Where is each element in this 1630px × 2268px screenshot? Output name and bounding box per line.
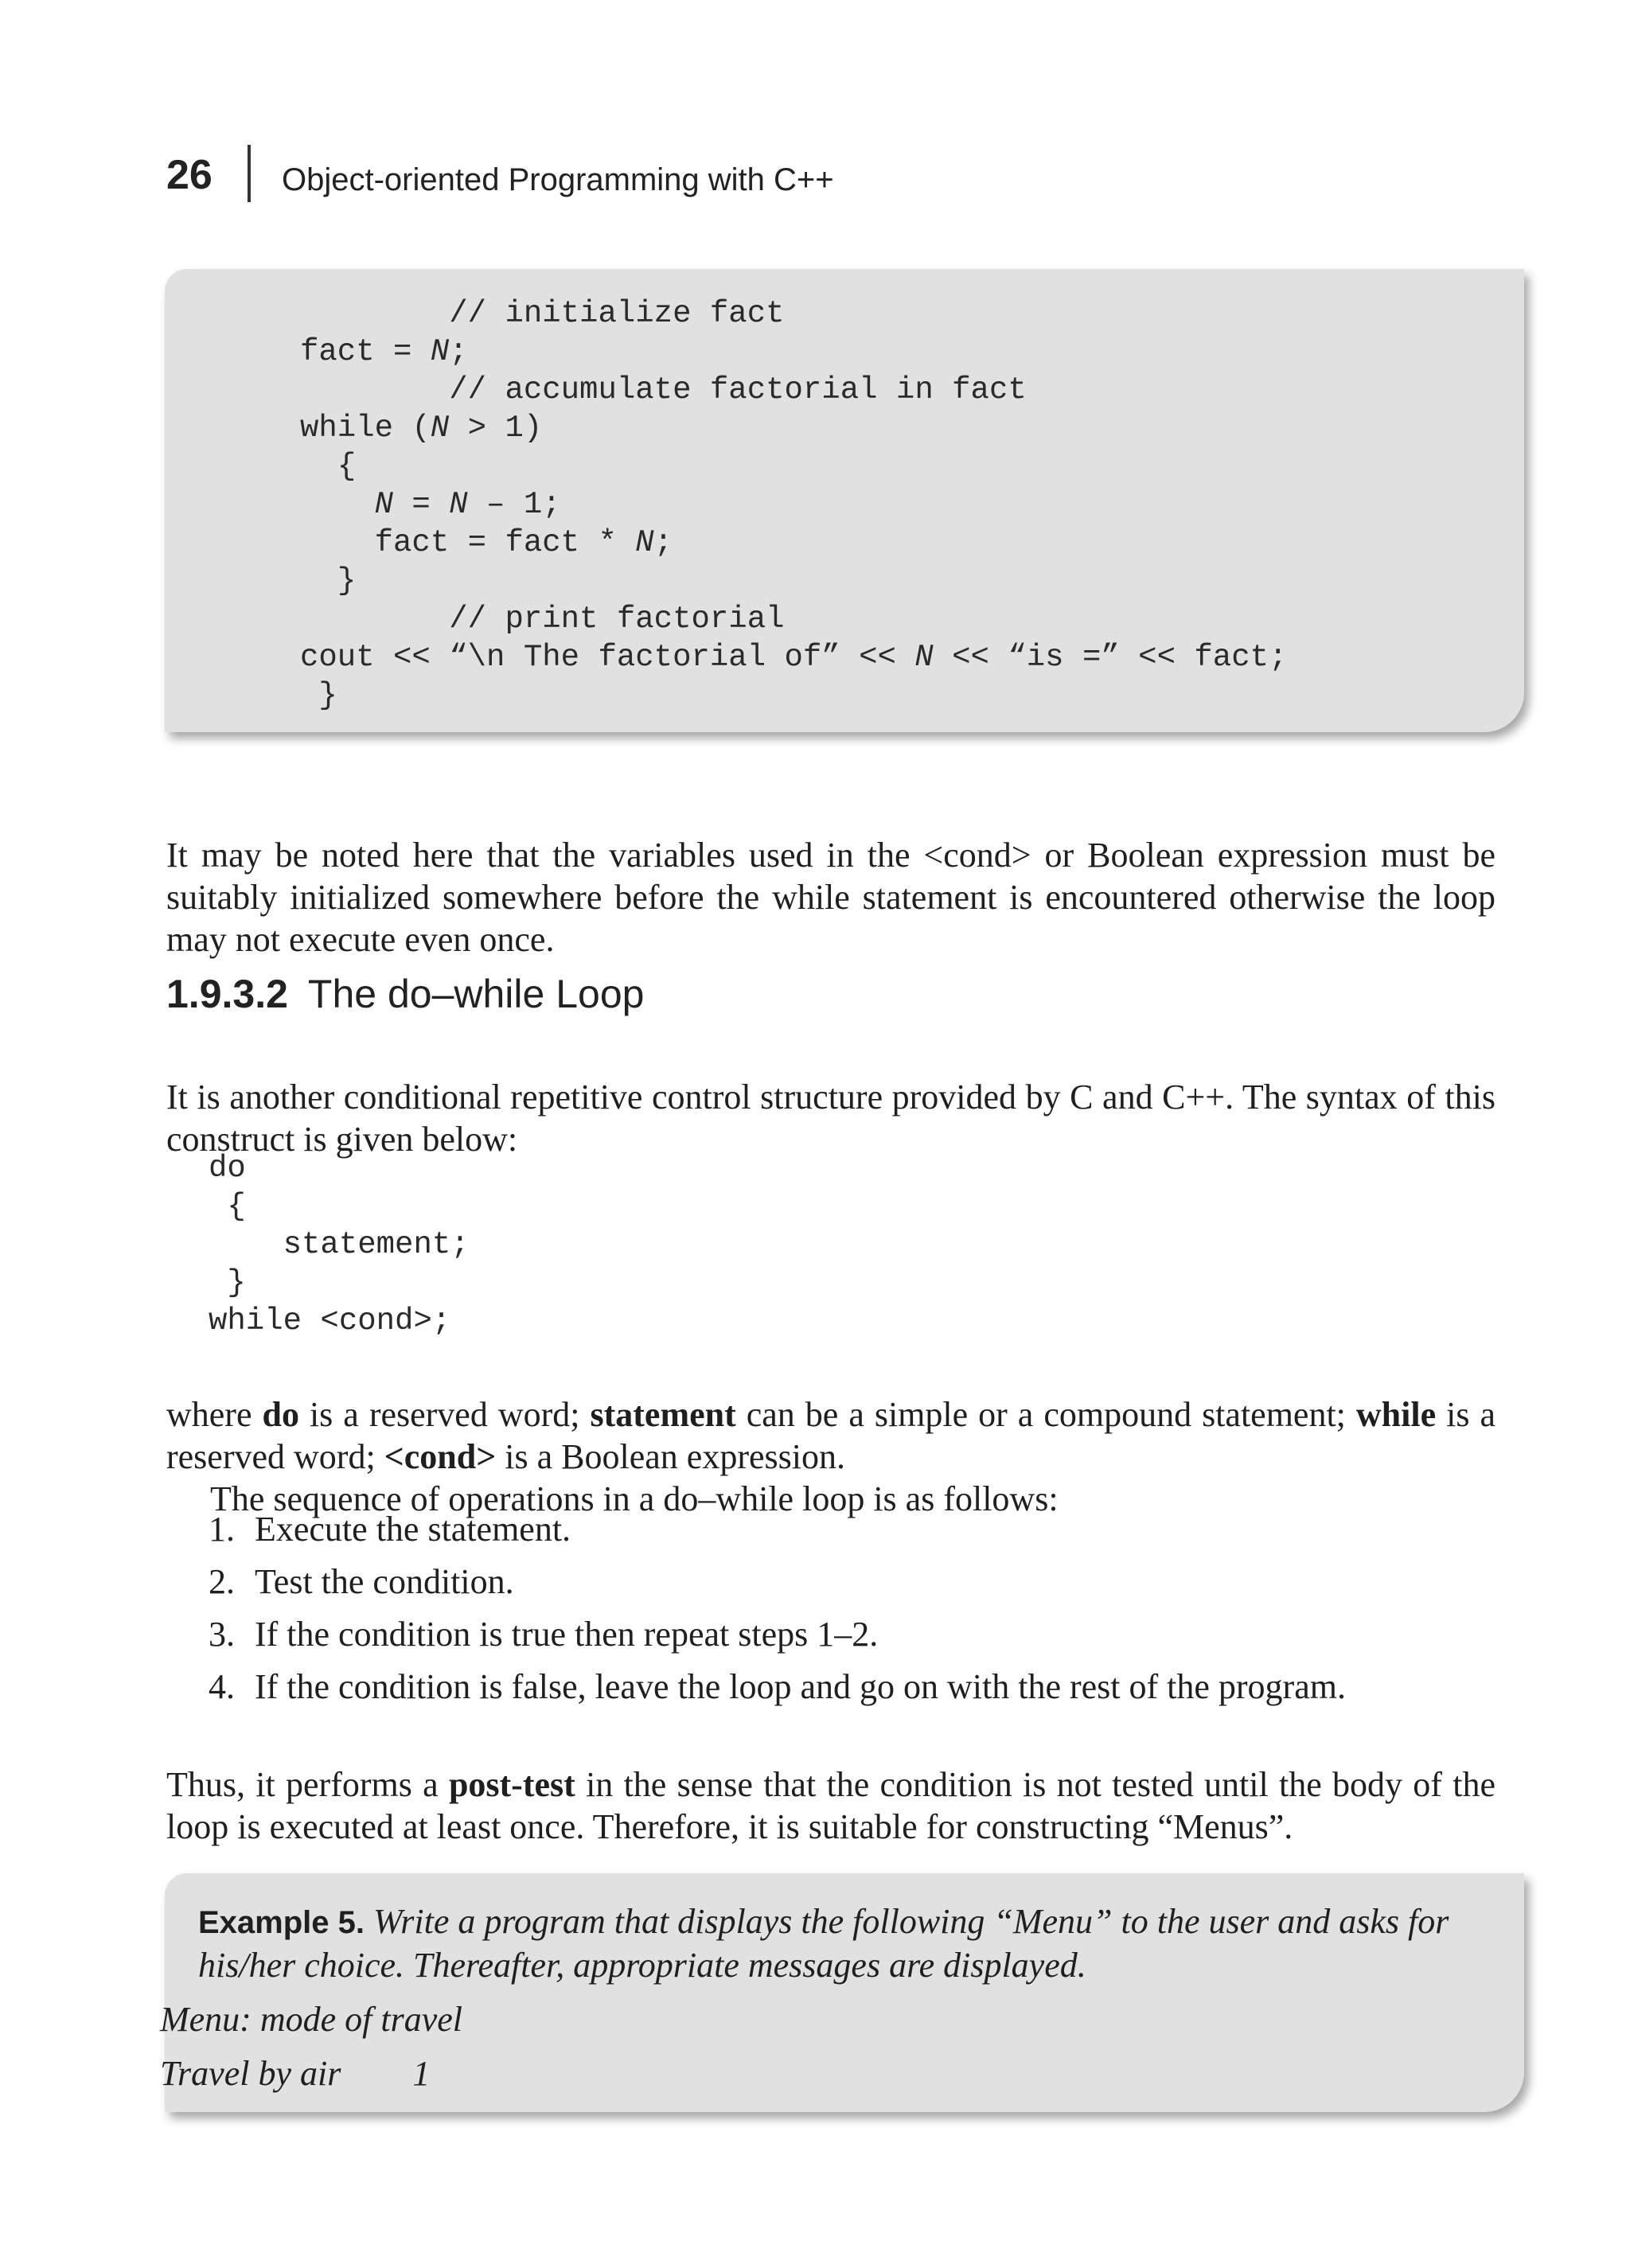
code-line: statement; (283, 1227, 470, 1262)
keyword-do: do (262, 1395, 299, 1434)
code-line: cout << “\n The factorial of” << N << “is =” << fact; (300, 640, 1288, 675)
code-listing (300, 294, 1287, 715)
code-block (165, 269, 1524, 732)
section-number: 1.9.3.2 (166, 972, 288, 1016)
list-item: 2. Test the condition. (209, 1562, 514, 1601)
page-number: 26 (166, 152, 213, 198)
list-item: 4. If the condition is false, leave the loop and go on with the rest of the program. (209, 1667, 1346, 1706)
code-line: { (337, 449, 357, 484)
running-title: Object-oriented Programming with C++ (282, 162, 834, 197)
paragraph-intro: It is another conditional repetitive control structure provided by C and C++. The syntax of this construct is given below: (166, 1077, 1495, 1159)
code-line: fact = fact * N; (374, 525, 673, 560)
code-line: } (318, 678, 337, 713)
list-item: 3. If the condition is true then repeat steps 1–2. (209, 1615, 879, 1654)
menu-option: Travel by air 1 (160, 2054, 431, 2093)
example-statement: Example 5. Write a program that displays the following “Menu” to the user and asks for his/her choice. Thereafter, appropriate messages are displayed. (198, 1902, 1449, 1985)
code-line: while <cond>; (209, 1304, 451, 1339)
syntax-block (209, 1149, 470, 1340)
keyword-while: while (1355, 1395, 1437, 1434)
list-item: 1. Execute the statement. (209, 1510, 571, 1549)
keyword-cond: <cond> (384, 1437, 497, 1476)
code-line: // print factorial (449, 602, 785, 637)
section-title: The do–while Loop (307, 972, 645, 1016)
paragraph-initialization-note: It may be noted here that the variables used in the <cond> or Boolean expression must be suitably initialized somewhere before the while statement is encountered otherwise the loop may not execute even once. (166, 836, 1495, 959)
code-line: { (227, 1189, 246, 1224)
section-heading (166, 971, 644, 1017)
code-line: // initialize fact (449, 296, 785, 331)
menu-title: Menu: mode of travel (160, 2000, 462, 2039)
code-line: // accumulate factorial in fact (449, 372, 1027, 407)
code-line: do (209, 1151, 246, 1186)
example-label: Example 5. (198, 1905, 365, 1940)
paragraph-post-test: Thus, it performs a post-test in the sense that the condition is not tested until the body of the loop is executed at least once. Therefore, it is suitable for constructing “Menus”. (166, 1765, 1495, 1846)
header-divider (248, 145, 251, 202)
keyword-post-test: post-test (448, 1765, 575, 1804)
code-line: } (227, 1265, 246, 1300)
code-line: N = N – 1; (374, 487, 561, 522)
keyword-statement: statement (590, 1395, 736, 1434)
steps-list (209, 1508, 1498, 1718)
paragraph-sequence-intro: The sequence of operations in a do–while loop is as follows: (210, 1479, 1059, 1518)
code-line: fact = N; (300, 334, 468, 369)
code-line: while (N > 1) (300, 411, 543, 446)
paragraph-definitions: where do is a reserved word; statement can be a simple or a compound statement; while is a reserved word; <cond> is a Boolean expression. (166, 1395, 1495, 1476)
code-line: } (337, 563, 357, 598)
